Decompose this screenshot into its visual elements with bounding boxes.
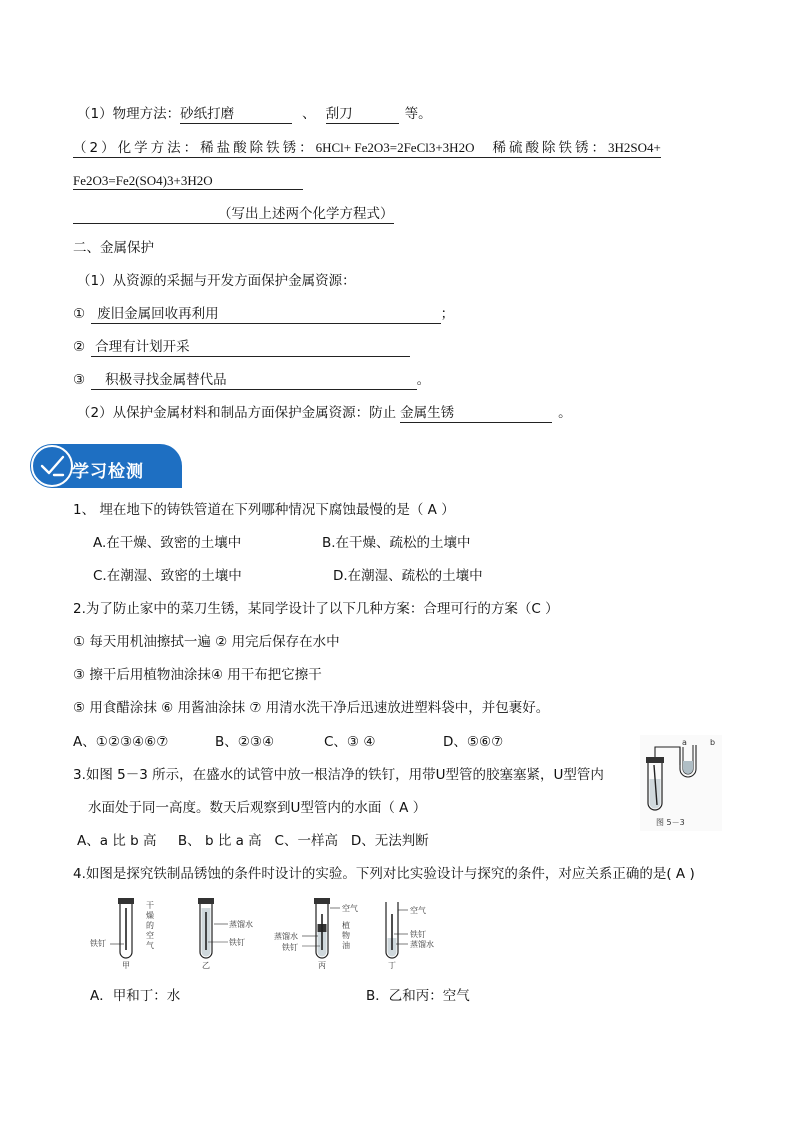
physical-method-label: （1）物理方法： <box>77 106 181 122</box>
q2-stem: 2.为了防止家中的菜刀生锈，某同学设计了以下几种方案：合理可行的方案（C ） <box>73 601 559 617</box>
q4-option-a: A．甲和丁：水 <box>90 988 181 1004</box>
svg-text:铁钉: 铁钉 <box>410 930 426 939</box>
svg-text:蒸馏水: 蒸馏水 <box>410 940 434 949</box>
q1-option-b: B.在干燥、疏松的土壤中 <box>322 535 471 551</box>
svg-text:空: 空 <box>146 931 154 940</box>
physical-method-separator: 、 <box>302 106 316 122</box>
svg-text:蒸馏水: 蒸馏水 <box>274 932 298 941</box>
svg-text:铁钉: 铁钉 <box>229 938 245 947</box>
resource-item-3: ③ 积极寻找金属替代品 。 <box>73 372 431 388</box>
q2-option-a: A、①②③④⑥⑦ <box>73 734 169 750</box>
physical-method-answer-1: 砂纸打磨 <box>180 106 292 124</box>
q3-options: A、a 比 b 高 B、 b 比 a 高 C、一样高 D、无法判断 <box>77 833 429 849</box>
q1-stem: 1、 埋在地下的铸铁管道在下列哪种情况下腐蚀最慢的是（ A ） <box>73 502 455 518</box>
svg-text:甲: 甲 <box>122 961 130 970</box>
tube-bing <box>274 898 358 970</box>
q3-line-1: 3.如图 5－3 所示，在盛水的试管中放一根洁净的铁钉，用带U型管的胶塞塞紧，U型管内 <box>73 767 604 783</box>
resource-item-1-answer: 废旧金属回收再利用 <box>91 306 441 324</box>
q1-option-c: C.在潮湿、致密的土壤中 <box>93 568 242 584</box>
svg-text:物: 物 <box>342 931 350 940</box>
q4-option-b: B．乙和丙：空气 <box>366 988 470 1004</box>
q4-stem: 4.如图是探究铁制品锈蚀的条件时设计的实验。下列对比实验设计与探究的条件，对应关系正确的是( A ) <box>73 866 695 882</box>
svg-text:铁钉: 铁钉 <box>90 939 106 948</box>
figure-rust-experiment <box>90 894 450 974</box>
q2-option-d: D、⑤⑥⑦ <box>443 734 504 750</box>
chemical-equation-continued <box>73 172 303 190</box>
q2-line-3: ⑤ 用食醋涂抹 ⑥ 用酱油涂抹 ⑦ 用清水洗干净后迅速放进塑料袋中，并包裹好。 <box>73 700 550 716</box>
section-2-title: 二、金属保护 <box>73 240 154 256</box>
resource-item-1: ① 废旧金属回收再利用 ； <box>73 306 455 322</box>
figure-caption: 图 5－3 <box>656 818 685 827</box>
equation-note-line <box>73 205 394 223</box>
svg-text:油: 油 <box>342 941 350 950</box>
figure-label-a: a <box>682 738 687 747</box>
figure-5-3-u-tube <box>640 735 722 831</box>
physical-method-end: 等。 <box>404 106 432 122</box>
svg-text:空气: 空气 <box>342 904 358 913</box>
q2-line-2: ③ 擦干后用植物油涂抹④ 用干布把它擦干 <box>73 667 322 683</box>
protection-question: （2）从保护金属材料和制品方面保护金属资源：防止 金属生锈 。 <box>77 405 572 421</box>
resource-item-2-answer: 合理有计划开采 <box>91 339 410 357</box>
resource-item-3-answer: 积极寻找金属替代品 <box>91 372 417 390</box>
svg-text:的: 的 <box>146 921 154 930</box>
svg-text:植: 植 <box>342 921 350 930</box>
chemical-method-line <box>73 139 661 157</box>
resource-question: （1）从资源的采掘与开发方面保护金属资源： <box>77 273 356 289</box>
tube-yi <box>198 898 253 970</box>
q3-line-2: 水面处于同一高度。数天后观察到U型管内的水面（ A ） <box>88 800 427 816</box>
svg-text:乙: 乙 <box>202 961 210 970</box>
chemical-method-answer: （2）化学方法：稀盐酸除铁锈：6HCl+ Fe2O3=2FeCl3+3H2O 稀硫酸除铁锈：3H2SO4+ <box>73 140 661 156</box>
equation-note: （写出上述两个化学方程式） <box>73 206 394 224</box>
q2-option-c: C、③ ④ <box>324 734 376 750</box>
svg-text:铁钉: 铁钉 <box>282 943 298 952</box>
tube-ding <box>386 902 434 970</box>
q1-option-d: D.在潮湿、疏松的土壤中 <box>333 568 483 584</box>
tube-jia <box>90 898 154 970</box>
physical-method-answer-2: 刮刀 <box>326 106 399 124</box>
svg-text:燥: 燥 <box>146 911 154 920</box>
physical-method-line <box>77 105 432 123</box>
svg-text:丁: 丁 <box>388 961 396 970</box>
q2-line-1: ① 每天用机油擦拭一遍 ② 用完后保存在水中 <box>73 634 340 650</box>
svg-text:丙: 丙 <box>318 961 326 970</box>
q2-option-b: B、②③④ <box>215 734 275 750</box>
protection-answer: 金属生锈 <box>400 405 552 423</box>
svg-text:蒸馏水: 蒸馏水 <box>229 920 253 929</box>
figure-label-b: b <box>710 738 716 747</box>
equation-2-end: Fe2O3=Fe2(SO4)3+3H2O <box>73 173 303 190</box>
svg-text:干: 干 <box>146 901 154 910</box>
svg-text:气: 气 <box>146 941 154 950</box>
svg-text:空气: 空气 <box>410 906 426 915</box>
section-badge-title: 学习检测 <box>72 462 144 482</box>
resource-item-2: ② 合理有计划开采 <box>73 338 410 356</box>
q1-option-a: A.在干燥、致密的土壤中 <box>93 535 242 551</box>
